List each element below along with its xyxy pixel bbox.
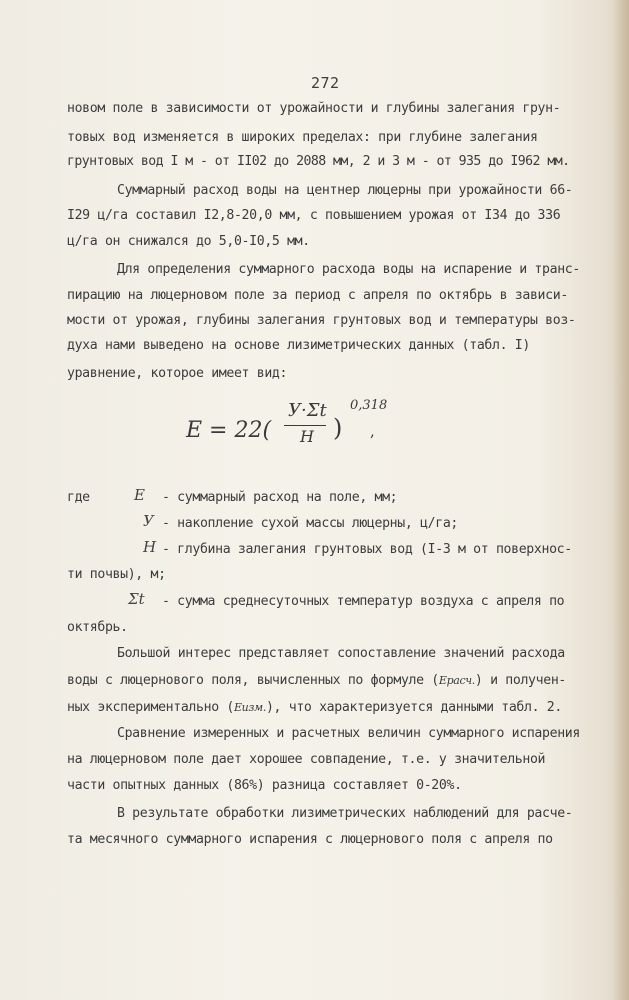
symbol-e-meas: Eизм. — [233, 701, 266, 714]
text-line: на люцерновом поле дает хорошее совпадение, т.е. у значительной — [67, 752, 546, 767]
text-line: уравнение, которое имеет вид: — [67, 366, 288, 381]
text-line: пирацию на люцерновом поле за период с апреля по октябрь в зависи- — [67, 288, 568, 303]
definition-sum-t-cont: октябрь. — [67, 620, 128, 635]
definition-sum-t: - сумма среднесуточных температур воздуха с апреля по — [162, 594, 565, 609]
text-fragment: ) и получен- — [474, 673, 566, 688]
text-line: грунтовых вод I м - от II02 до 2088 мм, 2 и 3 м - от 935 до I962 мм. — [67, 154, 570, 169]
definition-h: - глубина залегания грунтовых вод (I-3 м от поверхнос- — [162, 542, 572, 557]
text-line: мости от урожая, глубины залегания грунтовых вод и температуры воз- — [67, 313, 576, 328]
text-line: I29 ц/га составил I2,8-20,0 мм, с повышением урожая от I34 до 336 — [67, 208, 561, 223]
text-line: Суммарный расход воды на центнер люцерны при урожайности 66- — [117, 183, 573, 198]
symbol-h: H — [143, 538, 157, 556]
text-line: Большой интерес представляет сопоставление значений расхода — [117, 646, 565, 661]
formula-comma: , — [370, 422, 375, 440]
formula-lhs: E = 22( — [186, 418, 272, 443]
text-line: духа нами выведено на основе лизиметрических данных (табл. I) — [67, 338, 530, 353]
formula-paren-close: ) — [333, 414, 343, 442]
text-line: Для определения суммарного расхода воды на испарение и транс- — [117, 262, 580, 277]
fraction-bar — [284, 425, 326, 426]
symbol-sum-t: Σt — [128, 590, 145, 608]
formula-exponent: 0,318 — [350, 398, 388, 413]
text-line: Сравнение измеренных и расчетных величин суммарного испарения — [117, 726, 580, 741]
formula-denominator: H — [300, 427, 314, 446]
text-line: товых вод изменяется в широких пределах: при глубине залегания — [67, 130, 538, 145]
text-line — [67, 673, 566, 688]
text-line: В результате обработки лизиметрических наблюдений для расче- — [117, 806, 573, 821]
symbol-e-calc: Eрасч. — [438, 674, 475, 687]
definition-y: - накопление сухой массы люцерны, ц/га; — [162, 516, 458, 531]
text-fragment: воды с люцернового поля, вычисленных по формуле ( — [67, 673, 439, 688]
text-line: та месячного суммарного испарения с люцернового поля с апреля по — [67, 832, 553, 847]
formula-numerator: У·Σt — [288, 400, 327, 421]
symbol-y: У — [143, 512, 154, 530]
text-fragment: ), что характеризуется данными табл. 2. — [265, 700, 562, 715]
symbol-e: E — [134, 486, 145, 504]
definition-h-cont: ти почвы), м; — [67, 567, 166, 582]
text-line: новом поле в зависимости от урожайности и глубины залегания грун- — [67, 101, 561, 116]
text-line: части опытных данных (86%) разница составляет 0-20%. — [67, 778, 462, 793]
page-number: 272 — [311, 74, 340, 92]
text-line: ц/га он снижался до 5,0-I0,5 мм. — [67, 234, 310, 249]
where-label: где — [67, 490, 90, 505]
page-edge-shadow — [613, 0, 629, 1000]
text-fragment: ных экспериментально ( — [67, 700, 234, 715]
text-line — [67, 700, 562, 715]
definition-e: - суммарный расход на поле, мм; — [162, 490, 398, 505]
